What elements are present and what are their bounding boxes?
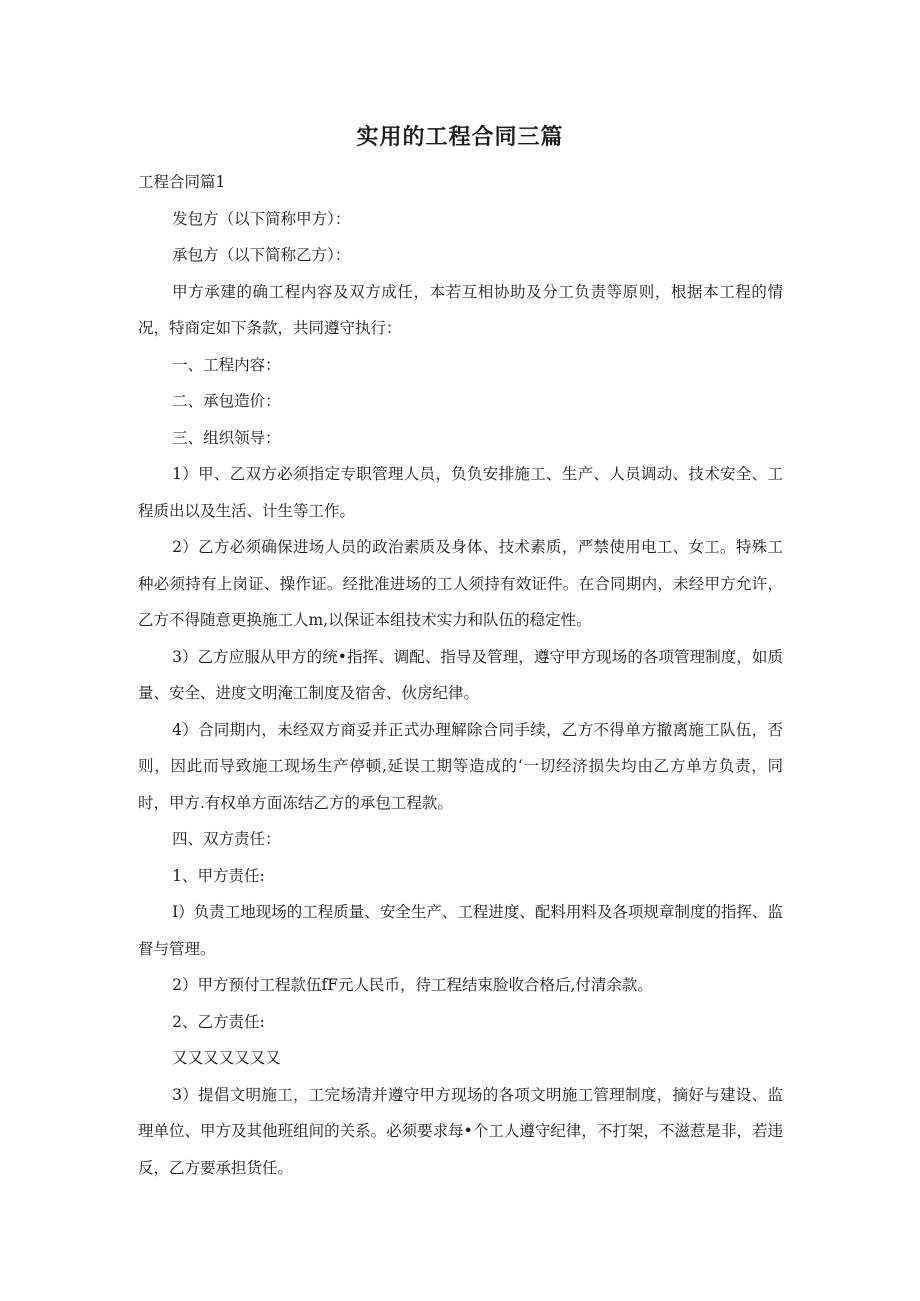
clause-party-a-2: 2）甲方预付工程款伍fF元人民币，待工程结束脸收合格后,付清余款。 xyxy=(172,976,653,994)
heading-party-b-duties: 2、乙方责任: xyxy=(172,1012,265,1031)
section-heading: 工程合同篇1 xyxy=(138,173,226,191)
heading-project-content: 一、工程内容： xyxy=(172,355,281,374)
heading-responsibilities: 四、双方责任： xyxy=(172,830,281,848)
clause-org-4: 4）合同期内，未经双方商妥并正式办理解除合同手续，乙方不得单方撤离施工队伍，否则，因此而导致施工现场生产停顿,延误工期等造成的‘一切经济损失均由乙方单方负责，同时，甲方.有权单方面冻结乙方的承包工程款。 xyxy=(138,720,783,812)
paragraph-party-b: 承包方（以下简称乙方）： xyxy=(172,246,351,264)
clause-party-b-3: 3）提倡文明施工，工完场清并遵守甲方现场的各项文明施工管理制度，摘好与建设、监理单位、甲方及其他班组间的关系。必须要求每•个工人遵守纪律，不打架，不滋惹是非，若违反，乙方要承担货任。 xyxy=(138,1085,783,1177)
paragraph-party-a: 发包方（以下简称甲方）： xyxy=(172,209,351,228)
heading-party-a-duties: 1、甲方责任: xyxy=(172,866,265,885)
document-body xyxy=(138,164,783,1186)
clause-org-3: 3）乙方应服从甲方的统•指挥、调配、指导及管理，遵守甲方现场的各项管理制度，如质量、安全、进度文明淹工制度及宿舍、伙房纪律。 xyxy=(138,647,783,702)
placeholder-line: 又又又又又又又 xyxy=(172,1049,281,1067)
paragraph-preamble: 甲方承建的确工程内容及双方成任，本若互相协助及分工负责等原则，根据本工程的情况，特商定如下条款，共同遵守执行： xyxy=(138,282,783,337)
clause-org-2: 2）乙方必须确保进场人员的政治素质及身体、技术素质，严禁使用电工、女工。特殊工种必须持有上岗证、操作证。经批准进场的工人须持有效证件。在合同期内，未经甲方允许，乙方不得随意更换施工人m,以保证本组技术实力和队伍的稳定性。 xyxy=(138,538,783,629)
heading-contract-price: 二、承包造价： xyxy=(172,392,281,410)
clause-org-1: 1）甲、乙双方必须指定专职管理人员，负负安排施工、生产、人员调动、技术安全、工程质出以及生活、计生等工作。 xyxy=(138,465,783,520)
heading-organization: 三、组织领导： xyxy=(172,428,281,447)
document-title: 实用的工程合同三篇 xyxy=(356,125,564,150)
clause-party-a-1: I）负责工地现场的工程质量、安全生产、工程进度、配料用料及各项规章制度的指挥、监督与管理。 xyxy=(138,903,783,958)
